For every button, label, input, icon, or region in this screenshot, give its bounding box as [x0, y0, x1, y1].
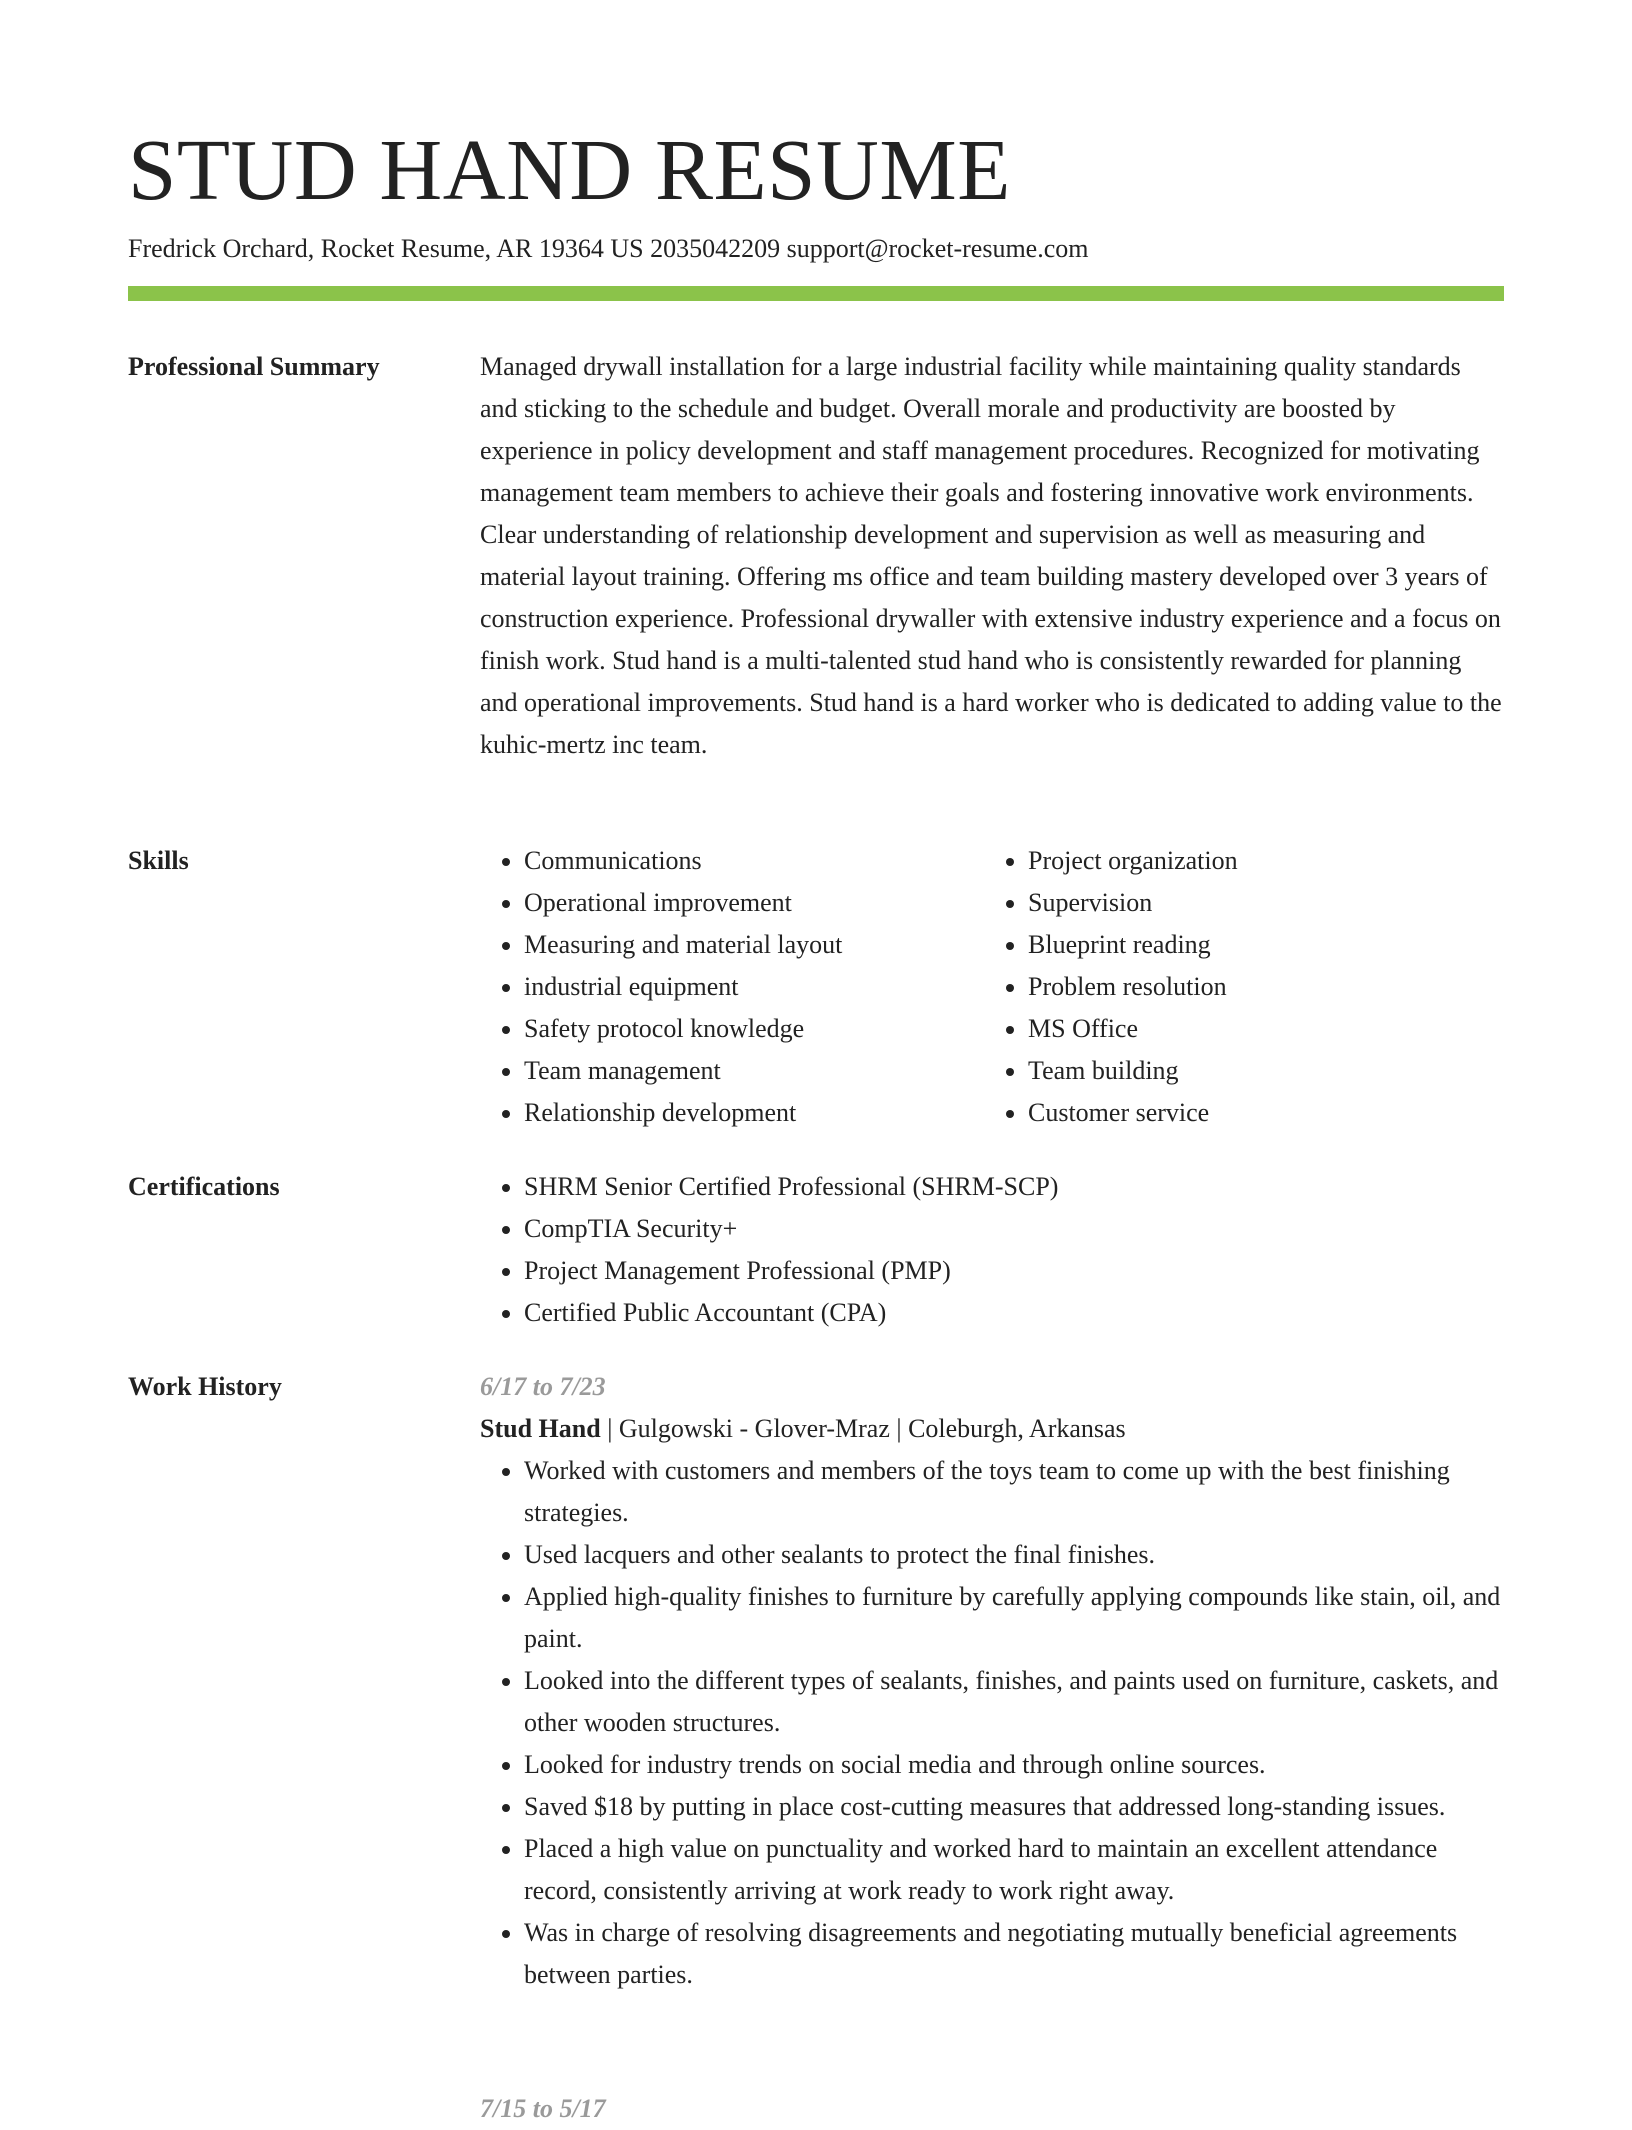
skills-column-right — [984, 840, 1488, 1134]
job-bullet: • Saved $18 by putting in place cost-cutting measures that addressed long-standing issues. — [524, 1786, 1504, 1828]
job-entry — [480, 1366, 1504, 1996]
skill-item: • Team building — [1028, 1050, 1488, 1092]
certifications-heading: Certifications — [128, 1172, 280, 1201]
skills-list-left — [480, 840, 984, 1134]
job-employer-location: | Gulgowski - Glover-Mraz | Coleburgh, Arkansas — [600, 1414, 1126, 1443]
skill-item: • Team management — [524, 1050, 984, 1092]
job-bullet: • Was in charge of resolving disagreements and negotiating mutually beneficial agreements between parties. — [524, 1912, 1504, 1996]
certification-item: • Project Management Professional (PMP) — [524, 1250, 1504, 1292]
resume-title: STUD HAND RESUME — [128, 121, 1011, 218]
skill-item: • industrial equipment — [524, 966, 984, 1008]
certification-item: • SHRM Senior Certified Professional (SHRM-SCP) — [524, 1166, 1504, 1208]
job-bullet: • Worked with customers and members of the toys team to come up with the best finishing strategies. — [524, 1450, 1504, 1534]
skill-item: • Project organization — [1028, 840, 1488, 882]
job-dates: 6/17 to 7/23 — [480, 1372, 606, 1401]
skill-item: • Blueprint reading — [1028, 924, 1488, 966]
summary-text: Managed drywall installation for a large industrial facility while maintaining quality standards and sticking to the schedule and budget. Overall morale and productivity are boosted by experience in policy development and staff management procedures. Recognized for motivating management team members to achieve their goals and fostering innovative work environments. Clear understanding of relationship development and supervision as well as measuring and material layout training. Offering ms office and team building mastery developed over 3 years of construction experience. Professional drywaller with extensive industry experience and a focus on finish work. Stud hand is a multi-talented stud hand who is consistently rewarded for planning and operational improvements. Stud hand is a hard worker who is dedicated to adding value to the kuhic-mertz inc team. — [480, 352, 1502, 759]
job-bullet: • Looked into the different types of sealants, finishes, and paints used on furniture, caskets, and other wooden structures. — [524, 1660, 1504, 1744]
work-history-body — [480, 1366, 1504, 1996]
work-history-heading: Work History — [128, 1372, 282, 1401]
skill-item: • Measuring and material layout — [524, 924, 984, 966]
job-bullet: • Used lacquers and other sealants to protect the final finishes. — [524, 1534, 1504, 1576]
job-bullet: • Placed a high value on punctuality and worked hard to maintain an excellent attendance record, consistently arriving at work ready to work right away. — [524, 1828, 1504, 1912]
certifications-list — [480, 1166, 1504, 1334]
skills-grid — [480, 840, 1504, 1134]
skill-item: • Safety protocol knowledge — [524, 1008, 984, 1050]
summary-heading: Professional Summary — [128, 352, 380, 381]
skills-heading: Skills — [128, 846, 189, 875]
skill-item: • MS Office — [1028, 1008, 1488, 1050]
skill-item: • Supervision — [1028, 882, 1488, 924]
job-bullet: • Applied high-quality finishes to furniture by carefully applying compounds like stain, oil, and paint. — [524, 1576, 1504, 1660]
summary-body — [480, 346, 1504, 766]
certification-item: • CompTIA Security+ — [524, 1208, 1504, 1250]
certification-item: • Certified Public Accountant (CPA) — [524, 1292, 1504, 1334]
job-bullet-list — [480, 1450, 1504, 1996]
skills-list-right — [984, 840, 1488, 1134]
job-title-line — [480, 1408, 1504, 1450]
skills-body — [480, 840, 1504, 1134]
job-dates: 7/15 to 5/17 — [480, 2094, 606, 2123]
header-divider — [128, 286, 1504, 301]
skill-item: • Problem resolution — [1028, 966, 1488, 1008]
work-history-body-continued — [480, 2088, 1504, 2130]
skill-item: • Customer service — [1028, 1092, 1488, 1134]
skill-item: • Relationship development — [524, 1092, 984, 1134]
skill-item: • Communications — [524, 840, 984, 882]
job-title: Stud Hand — [480, 1414, 601, 1443]
certifications-body — [480, 1166, 1504, 1334]
skills-column-left — [480, 840, 984, 1134]
contact-line: Fredrick Orchard, Rocket Resume, AR 19364 US 2035042209 support@rocket-resume.com — [128, 234, 1089, 263]
job-bullet: • Looked for industry trends on social media and through online sources. — [524, 1744, 1504, 1786]
skill-item: • Operational improvement — [524, 882, 984, 924]
